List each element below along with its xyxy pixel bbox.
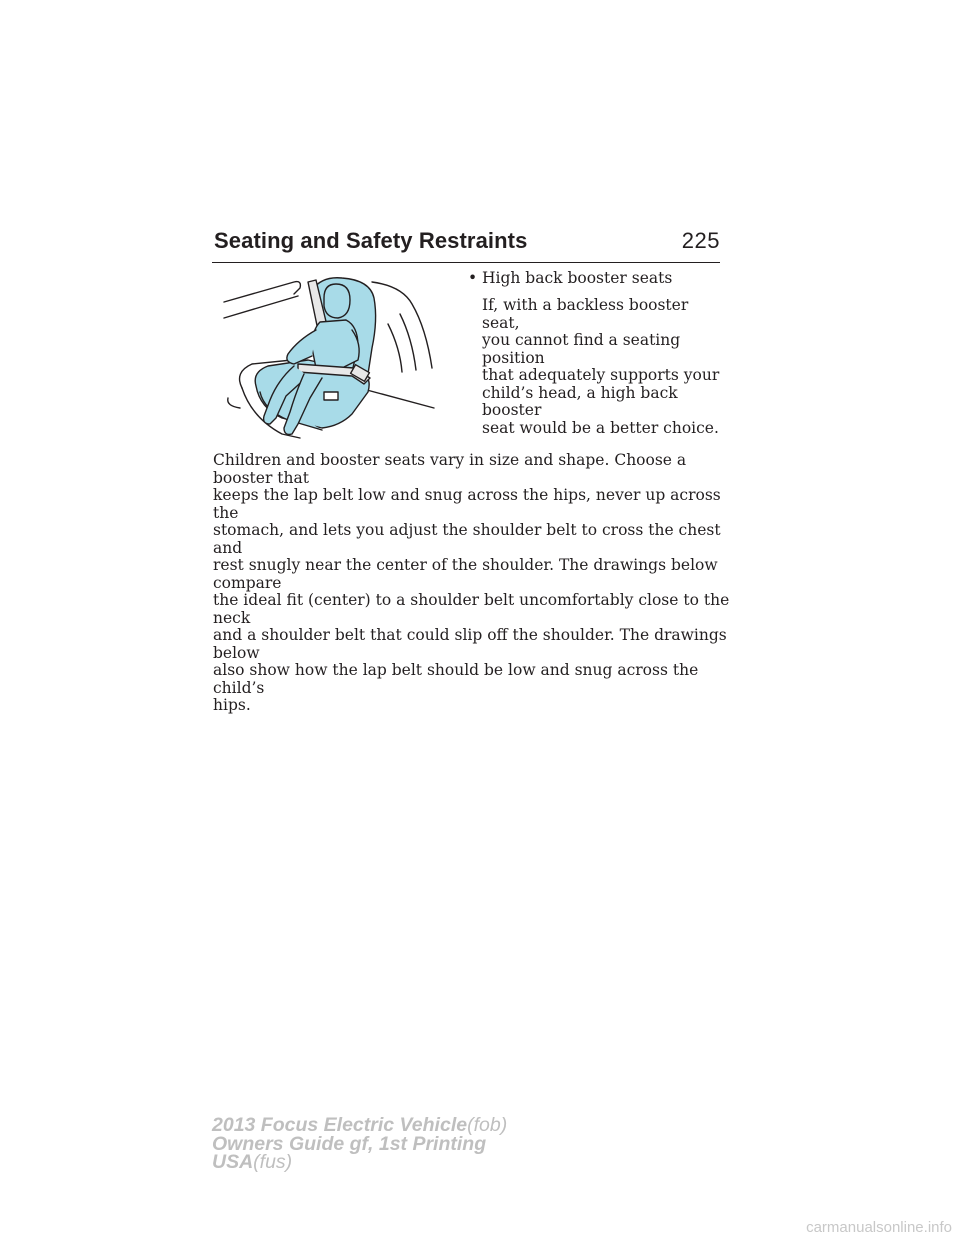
header-rule (212, 262, 720, 263)
bullet-text: High back booster seats (482, 269, 673, 287)
footer-line-1: 2013 Focus Electric Vehicle(fob) (212, 1114, 508, 1136)
watermark: carmanualsonline.info (806, 1219, 952, 1236)
side-paragraph: If, with a backless booster seat, you cannot find a seating position that adequately supports your child’s head, a high back booster seat would be a better choice. (482, 296, 720, 437)
footer-line-2: Owners Guide gf, 1st Printing (212, 1132, 487, 1155)
footer-line-3: USA(fus) (212, 1151, 293, 1173)
child-in-high-back-booster-seat-icon (212, 268, 437, 443)
bullet-item (468, 269, 672, 288)
main-paragraph: Children and booster seats vary in size and shape. Choose a booster that keeps the lap belt low and snug across the hips, never up across the stomach, and lets you adjust the shoulder belt to cross the chest and rest snugly near the center of the shoulder. The drawings below compare the ideal fit (center) to a shoulder belt uncomfortably close to the neck and a shoulder belt that could slip off the shoulder. The drawings below also show how the lap belt should be low and snug across the child’s hips. (213, 451, 730, 714)
section-title: Seating and Safety Restraints (214, 228, 528, 253)
document-footer (212, 1116, 507, 1172)
page-header (212, 228, 720, 260)
bullet-marker: • (468, 269, 478, 287)
page-number: 225 (681, 228, 720, 253)
